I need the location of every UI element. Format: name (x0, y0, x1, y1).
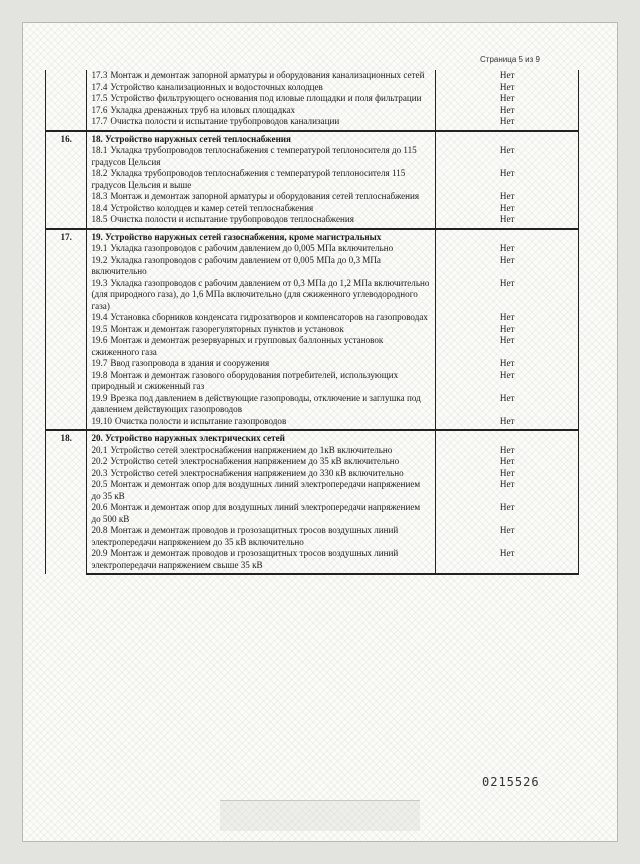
item-text: Очистка полости и испытание трубопроводов теплоснабжения (110, 214, 354, 224)
table-row (46, 468, 579, 480)
item-value: Нет (436, 468, 579, 480)
table-row (46, 93, 579, 105)
item-value: Нет (436, 243, 579, 255)
group-number: 17. (46, 229, 87, 431)
item-text: Укладка газопроводов с рабочим давлением до 0,005 МПа включительно (110, 243, 394, 253)
item-value: Нет (436, 93, 579, 105)
work-item (87, 393, 436, 416)
item-number: 18.4 (91, 202, 108, 213)
item-number: 19.1 (91, 243, 108, 253)
item-number: 20.6 (91, 502, 108, 512)
item-text: Укладка трубопроводов теплоснабжения с температурой теплоносителя до 115 градусов Цельсия (91, 145, 417, 167)
table-row (46, 131, 579, 146)
item-value: Нет (436, 502, 579, 525)
group-number: 18. (46, 430, 87, 574)
item-text: Монтаж и демонтаж проводов и грозозащитных тросов воздушных линий электропередачи напряжением свыше 35 кВ (91, 548, 399, 570)
table-row (46, 191, 579, 203)
item-number: 19.3 (91, 277, 108, 288)
item-number: 19.10 (91, 415, 112, 426)
section-title: 19. Устройство наружных сетей газоснабжения, кроме магистральных (87, 229, 436, 244)
table-row (46, 430, 579, 445)
footer-band (220, 800, 420, 831)
item-number: 20.3 (91, 467, 108, 478)
item-text: Очистка полости и испытание газопроводов (114, 415, 287, 426)
item-number: 20.9 (91, 548, 108, 558)
item-number: 20.5 (91, 479, 108, 489)
item-value: Нет (436, 116, 579, 131)
item-value: Нет (436, 445, 579, 457)
table-row (46, 105, 579, 117)
work-item (87, 468, 436, 480)
section-value (436, 430, 579, 445)
work-item (87, 525, 436, 548)
group-number (46, 70, 87, 131)
item-number: 19.2 (91, 254, 108, 265)
work-item (87, 370, 436, 393)
table-row (46, 255, 579, 278)
work-item (87, 335, 436, 358)
work-item (87, 479, 436, 502)
item-number: 17.4 (91, 81, 108, 92)
work-item (87, 93, 436, 105)
item-number: 18.3 (91, 191, 108, 201)
section-title: 18. Устройство наружных сетей теплоснабжения (87, 131, 436, 146)
item-value: Нет (436, 105, 579, 117)
item-value: Нет (436, 278, 579, 313)
work-types-table (45, 70, 579, 575)
item-value: Нет (436, 168, 579, 191)
item-value: Нет (436, 312, 579, 324)
item-value: Нет (436, 456, 579, 468)
work-item (87, 278, 436, 313)
table-row (46, 312, 579, 324)
work-item (87, 105, 436, 117)
work-item (87, 191, 436, 203)
item-text: Монтаж и демонтаж запорной арматуры и оборудования сетей теплоснабжения (110, 191, 420, 201)
table-row (46, 548, 579, 574)
table-row (46, 502, 579, 525)
item-text: Укладка газопроводов с рабочим давлением от 0,3 МПа до 1,2 МПа включительно (для природного газа), до 1,6 МПа включительно (для сжиженного углеводородного газа) (91, 277, 430, 311)
item-number: 20.2 (91, 456, 108, 466)
table-row (46, 525, 579, 548)
item-number: 19.8 (91, 369, 108, 380)
item-text: Устройство колодцев и камер сетей теплоснабжения (110, 202, 314, 213)
item-text: Очистка полости и испытание трубопроводов канализации (110, 116, 340, 126)
table-row (46, 393, 579, 416)
table-row (46, 214, 579, 229)
work-item (87, 145, 436, 168)
item-value: Нет (436, 70, 579, 82)
item-text: Монтаж и демонтаж резервуарных и групповых баллонных установок сжиженного газа (91, 335, 384, 357)
item-value: Нет (436, 82, 579, 94)
item-value: Нет (436, 145, 579, 168)
item-value: Нет (436, 358, 579, 370)
table-row (46, 229, 579, 244)
work-item (87, 255, 436, 278)
item-value: Нет (436, 393, 579, 416)
work-item (87, 324, 436, 336)
item-value: Нет (436, 335, 579, 358)
work-item (87, 456, 436, 468)
work-item (87, 70, 436, 82)
item-text: Устройство сетей электроснабжения напряжением до 1кВ включительно (110, 444, 393, 455)
item-text: Устройство сетей электроснабжения напряжением до 330 кВ включительно (110, 467, 404, 478)
table-row (46, 243, 579, 255)
item-text: Врезка под давлением в действующие газопроводы, отключение и заглушка под давлением действующих газопроводов (91, 392, 421, 414)
item-number: 18.5 (91, 214, 108, 224)
item-value: Нет (436, 416, 579, 431)
item-number: 18.2 (91, 168, 108, 178)
item-text: Укладка дренажных труб на иловых площадках (110, 104, 296, 115)
item-text: Монтаж и демонтаж газорегуляторных пунктов и установок (110, 323, 344, 334)
item-number: 20.1 (91, 444, 108, 455)
item-number: 19.5 (91, 323, 108, 334)
item-text: Устройство канализационных и водосточных колодцев (110, 81, 323, 92)
item-value: Нет (436, 255, 579, 278)
item-text: Монтаж и демонтаж запорной арматуры и оборудования канализационных сетей (110, 70, 425, 80)
item-value: Нет (436, 548, 579, 574)
work-item (87, 416, 436, 431)
work-item (87, 243, 436, 255)
table-row (46, 203, 579, 215)
item-value: Нет (436, 324, 579, 336)
table-row (46, 82, 579, 94)
work-item (87, 203, 436, 215)
section-value (436, 131, 579, 146)
work-item (87, 214, 436, 229)
table-row (46, 145, 579, 168)
item-value: Нет (436, 214, 579, 229)
item-value: Нет (436, 525, 579, 548)
work-item (87, 168, 436, 191)
item-value: Нет (436, 479, 579, 502)
table-row (46, 116, 579, 131)
item-text: Монтаж и демонтаж опор для воздушных линий электропередачи напряжением до 500 кВ (91, 502, 421, 524)
item-number: 19.6 (91, 335, 108, 345)
item-number: 17.3 (91, 70, 108, 80)
serial-number: 0215526 (482, 775, 540, 789)
page-number: Страница 5 из 9 (480, 55, 540, 64)
work-item (87, 312, 436, 324)
item-number: 17.7 (91, 116, 108, 126)
work-item (87, 82, 436, 94)
work-item (87, 502, 436, 525)
item-value: Нет (436, 191, 579, 203)
table-row (46, 168, 579, 191)
item-text: Ввод газопровода в здания и сооружения (110, 358, 270, 368)
item-value: Нет (436, 370, 579, 393)
table-row (46, 70, 579, 82)
table-row (46, 335, 579, 358)
item-text: Устройство фильтрующего основания под иловые площадки и поля фильтрации (110, 93, 422, 103)
table-row (46, 370, 579, 393)
section-value (436, 229, 579, 244)
item-text: Монтаж и демонтаж опор для воздушных линий электропередачи напряжением до 35 кВ (91, 479, 421, 501)
table-row (46, 278, 579, 313)
item-value: Нет (436, 203, 579, 215)
section-title: 20. Устройство наружных электрических сетей (87, 430, 436, 445)
item-number: 20.8 (91, 525, 108, 535)
table-row (46, 479, 579, 502)
work-item (87, 445, 436, 457)
group-number: 16. (46, 131, 87, 229)
item-number: 19.7 (91, 358, 108, 368)
item-number: 19.9 (91, 392, 108, 403)
item-text: Установка сборников конденсата гидрозатворов и компенсаторов на газопроводах (110, 312, 428, 322)
item-number: 17.5 (91, 93, 108, 103)
item-text: Укладка трубопроводов теплоснабжения с температурой теплоносителя 115 градусов Цельсия и выше (91, 168, 406, 190)
item-number: 17.6 (91, 104, 108, 115)
item-number: 19.4 (91, 312, 108, 322)
item-number: 18.1 (91, 145, 108, 155)
item-text: Монтаж и демонтаж газового оборудования потребителей, использующих природный и сжиженный газ (91, 369, 399, 391)
table-row (46, 445, 579, 457)
item-text: Монтаж и демонтаж проводов и грозозащитных тросов воздушных линий электропередачи напряжением до 35 кВ включительно (91, 525, 399, 547)
item-text: Укладка газопроводов с рабочим давлением от 0,005 МПа до 0,3 МПа включительно (91, 254, 381, 276)
work-item (87, 548, 436, 574)
table-row (46, 324, 579, 336)
table-row (46, 416, 579, 431)
table-row (46, 456, 579, 468)
work-item (87, 358, 436, 370)
item-text: Устройство сетей электроснабжения напряжением до 35 кВ включительно (110, 456, 400, 466)
work-item (87, 116, 436, 131)
table-row (46, 358, 579, 370)
